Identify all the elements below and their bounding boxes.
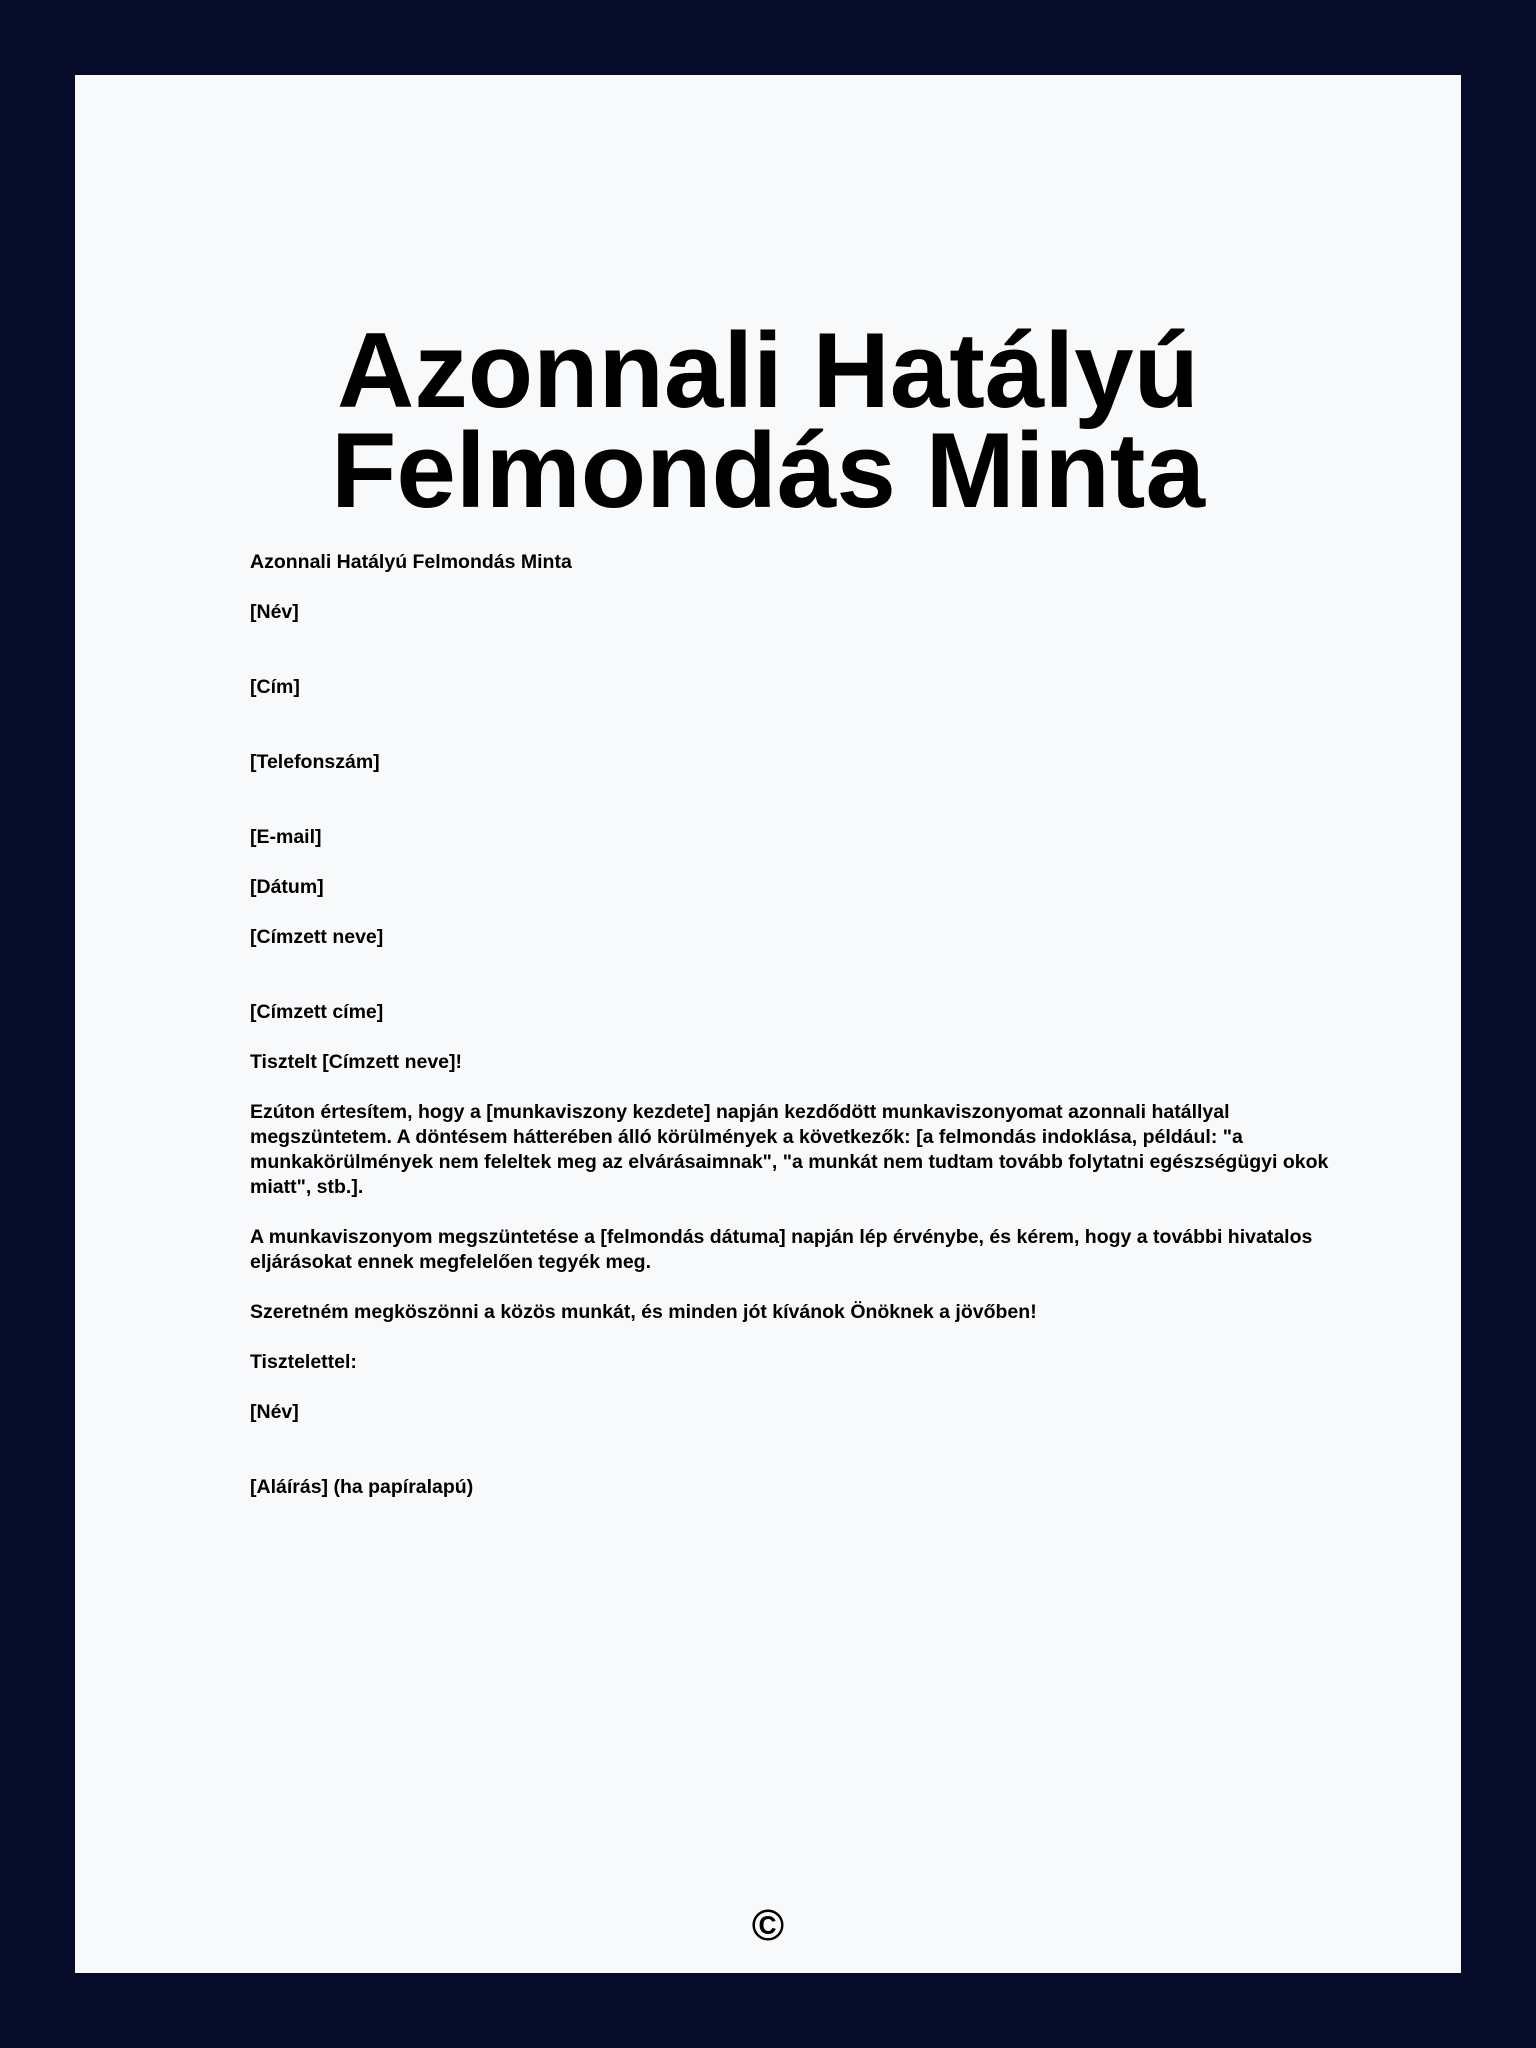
sender-name: [Név]	[250, 601, 299, 623]
salutation: Tisztelt [Címzett neve]!	[250, 1051, 463, 1073]
letter-heading: Azonnali Hatályú Felmondás Minta	[250, 551, 572, 573]
recipient-name: [Címzett neve]	[250, 926, 384, 948]
body-paragraph: A munkaviszonyom megszüntetése a [felmondás dátuma] napján lép érvénybe, és kérem, hogy a további hivatalos eljárásokat ennek megfelelően tegyék meg.	[250, 1226, 1313, 1273]
body-paragraph: Ezúton értesítem, hogy a [munkaviszony kezdete] napján kezdődött munkaviszonyomat azonnali hatállyal megszüntetem. A döntésem hátterében álló körülmények a következők: [a felmondás indoklása, például: "a munkakörülmények nem feleltek meg az elvárásaimnak", "a munkát nem tudtam tovább folytatni egészségügyi okok miatt", stb.].	[250, 1101, 1329, 1198]
body-paragraph: Szeretném megköszönni a közös munkát, és minden jót kívánok Önöknek a jövőben!	[250, 1301, 1037, 1323]
signature-name: [Név]	[250, 1401, 299, 1423]
sender-phone: [Telefonszám]	[250, 751, 380, 773]
document-page	[75, 75, 1461, 1973]
signature-note: [Aláírás] (ha papíralapú)	[250, 1476, 474, 1498]
sender-email: [E-mail]	[250, 826, 322, 848]
sender-address: [Cím]	[250, 676, 300, 698]
letter-date: [Dátum]	[250, 876, 324, 898]
letter-body	[250, 550, 1350, 1500]
closing: Tisztelettel:	[250, 1351, 357, 1373]
page-title: Azonnali Hatályú Felmondás Minta	[331, 310, 1205, 530]
copyright-icon: ©	[751, 1901, 785, 1950]
recipient-address: [Címzett címe]	[250, 1001, 384, 1023]
